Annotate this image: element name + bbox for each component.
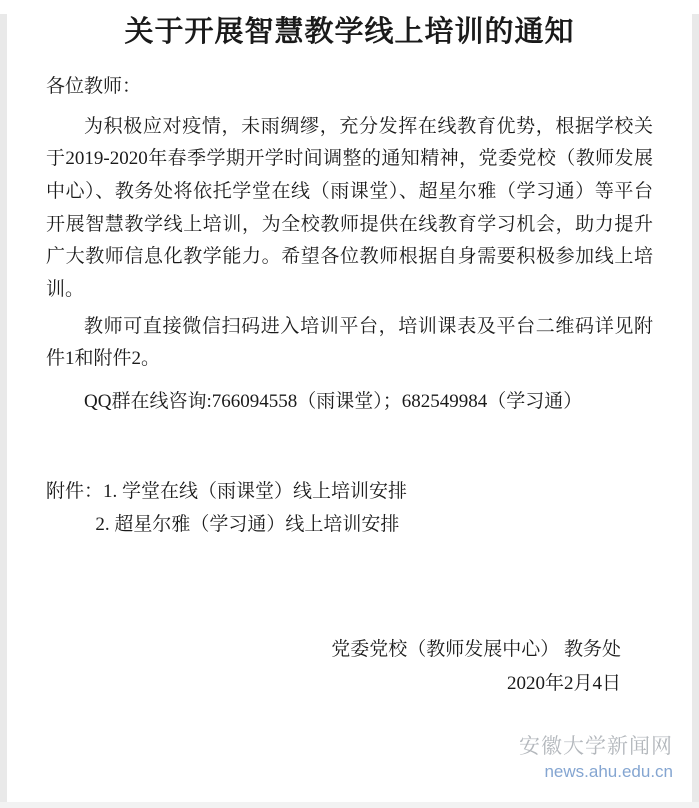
page-left-edge: [0, 14, 7, 808]
body-paragraph-1: 为积极应对疫情，未雨绸缪，充分发挥在线教育优势，根据学校关于2019-2020年春季学期开学时间调整的通知精神，党委党校（教师发展中心）、教务处将依托学堂在线（雨课堂）、超星尔雅（学习通）等平台开展智慧教学线上培训，为全校教师提供在线教育学习机会，助力提升广大教师信息化教学能力。希望各位教师根据自身需要积极参加线上培训。: [46, 115, 653, 300]
signature-date: 2020年2月4日: [506, 673, 621, 695]
attachment-item-1: 附件：1. 学堂在线（雨课堂）线上培训安排: [46, 480, 408, 502]
watermark-site-name: 安徽大学新闻网: [519, 734, 673, 758]
body-paragraph-2: 教师可直接微信扫码进入培训平台，培训课表及平台二维码详见附件1和附件2。: [46, 315, 653, 370]
watermark: [519, 730, 673, 782]
attachment-item-2: 2. 超星尔雅（学习通）线上培训安排: [95, 513, 400, 535]
watermark-url: news.ahu.edu.cn: [544, 762, 673, 781]
page-bottom-edge: [0, 802, 699, 808]
salutation: 各位教师：: [46, 76, 142, 98]
page-right-edge: [692, 14, 699, 808]
signature-organization: 党委党校（教师发展中心） 教务处: [331, 639, 621, 661]
qq-consultation-line: QQ群在线咨询:766094558（雨课堂）；682549984（学习通）: [84, 391, 583, 413]
attachments-block: [46, 475, 653, 542]
page-title: 关于开展智慧教学线上培训的通知: [124, 16, 575, 48]
document-page: [0, 14, 699, 808]
